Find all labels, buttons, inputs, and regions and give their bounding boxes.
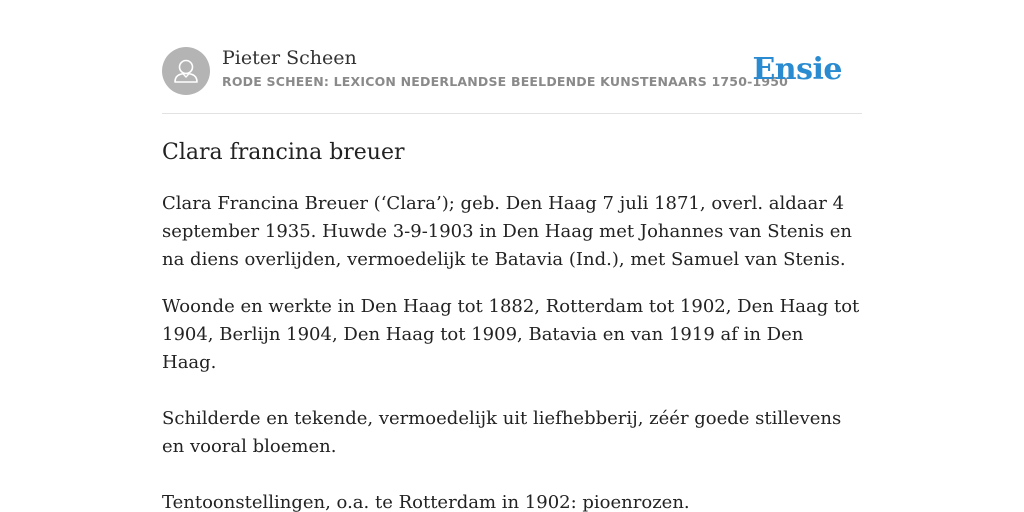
entry-body <box>162 190 862 512</box>
author-name[interactable]: Pieter Scheen <box>222 47 357 69</box>
entry-card <box>162 0 862 512</box>
brand-logo[interactable]: Ensie <box>752 52 842 87</box>
entry-paragraph: Clara Francina Breuer (‘Clara’); geb. Den Haag 7 juli 1871, overl. aldaar 4 september 1935. Huwde 3-9-1903 in Den Haag met Johannes van Stenis en na diens overlijden, vermoedelijk te Batavia (Ind.), met Samuel van Stenis. <box>162 193 853 270</box>
entry-paragraph: Woonde en werkte in Den Haag tot 1882, Rotterdam tot 1902, Den Haag tot 1904, Berlijn 1904, Den Haag tot 1909, Batavia en van 1919 af in Den Haag. Schilderde en tekende, vermoedelijk uit liefhebberij, zéér goede stillevens en vooral bloemen. Tentoonstellingen, o.a. te Rotterdam in 1902: pioenrozen. <box>162 296 860 512</box>
header-divider <box>162 113 862 114</box>
user-silhouette-icon <box>162 47 210 95</box>
source-line[interactable]: RODE SCHEEN: LEXICON NEDERLANDSE BEELDENDE KUNSTENAARS 1750-1950 <box>222 74 789 89</box>
avatar[interactable] <box>162 47 210 95</box>
entry-title: Clara francina breuer <box>162 140 405 165</box>
entry-header <box>162 46 862 96</box>
